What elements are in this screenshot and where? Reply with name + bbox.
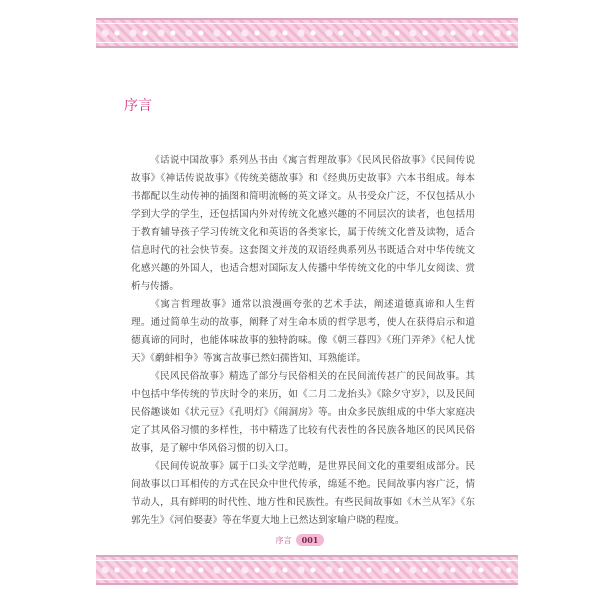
paragraph: 《话说中国故事》系列丛书由《寓言哲理故事》《民风民俗故事》《民间传说故事》《神话传说故事》《传统美德故事》和《经典历史故事》六本书组成。每本书都配以生动传神的插图和简明流畅的英文译文。从书受众广泛，不仅包括从小学到大学的学生，还包括国内外对传统文化感兴趣的不同层次的读者，也包括用于教育辅导孩子学习传统文化和英语的各类家长，属于传统文化普及读物，适合信息时代的社会快节奏。这套图文并茂的双语经典系列丛书既适合对中华传统文化感兴趣的外国人，也适合想对国际友人传播中华传统文化的中华儿女阅读、赏析与传播。 — [131, 155, 475, 292]
paragraph: 《民风民俗故事》精选了部分与民俗相关的在民间流传甚广的民间故事。其中包括中华传统的节庆时令的来历，如《二月二龙抬头》《除夕守岁》，以及民间民俗趣谈如《状元豆》《孔明灯》《闹洞房》等。由众多民族组成的中华大家庭决定了其风俗习惯的多样性，书中精选了比较有代表性的各民族各地区的民风民俗故事，是了解中华风俗习惯的切入口。 — [131, 371, 475, 454]
body-text — [131, 152, 475, 530]
page-footer — [0, 531, 600, 549]
bottom-decorative-border — [96, 555, 518, 585]
footer-section-label: 序言 — [275, 535, 292, 545]
page-number-badge: 001 — [296, 534, 325, 546]
paragraph: 《民间传说故事》属于口头文学范畴，是世界民间文化的重要组成部分。民间故事以口耳相传的方式在民众中世代传承，绵延不绝。民间故事内容广泛，情节动人，具有鲜明的时代性、地方性和民族性。有些民间故事如《木兰从军》《东郭先生》《河伯娶妻》等在华夏大地上已然达到家喻户晓的程度。 — [131, 461, 475, 526]
paragraph: 《寓言哲理故事》通常以浪漫画夸张的艺术手法，阐述道德真谛和人生哲理。通过简单生动的故事，阐释了对生命本质的哲学思考，使人在获得启示和道德真谛的同时，也能体味故事的独特韵味。像《朝三暮四》《班门弄斧》《杞人忧天》《鹬蚌相争》等寓言故事已然妇孺皆知、耳熟能详。 — [131, 299, 475, 364]
top-decorative-border — [96, 18, 518, 48]
page-title: 序言 — [124, 98, 152, 114]
